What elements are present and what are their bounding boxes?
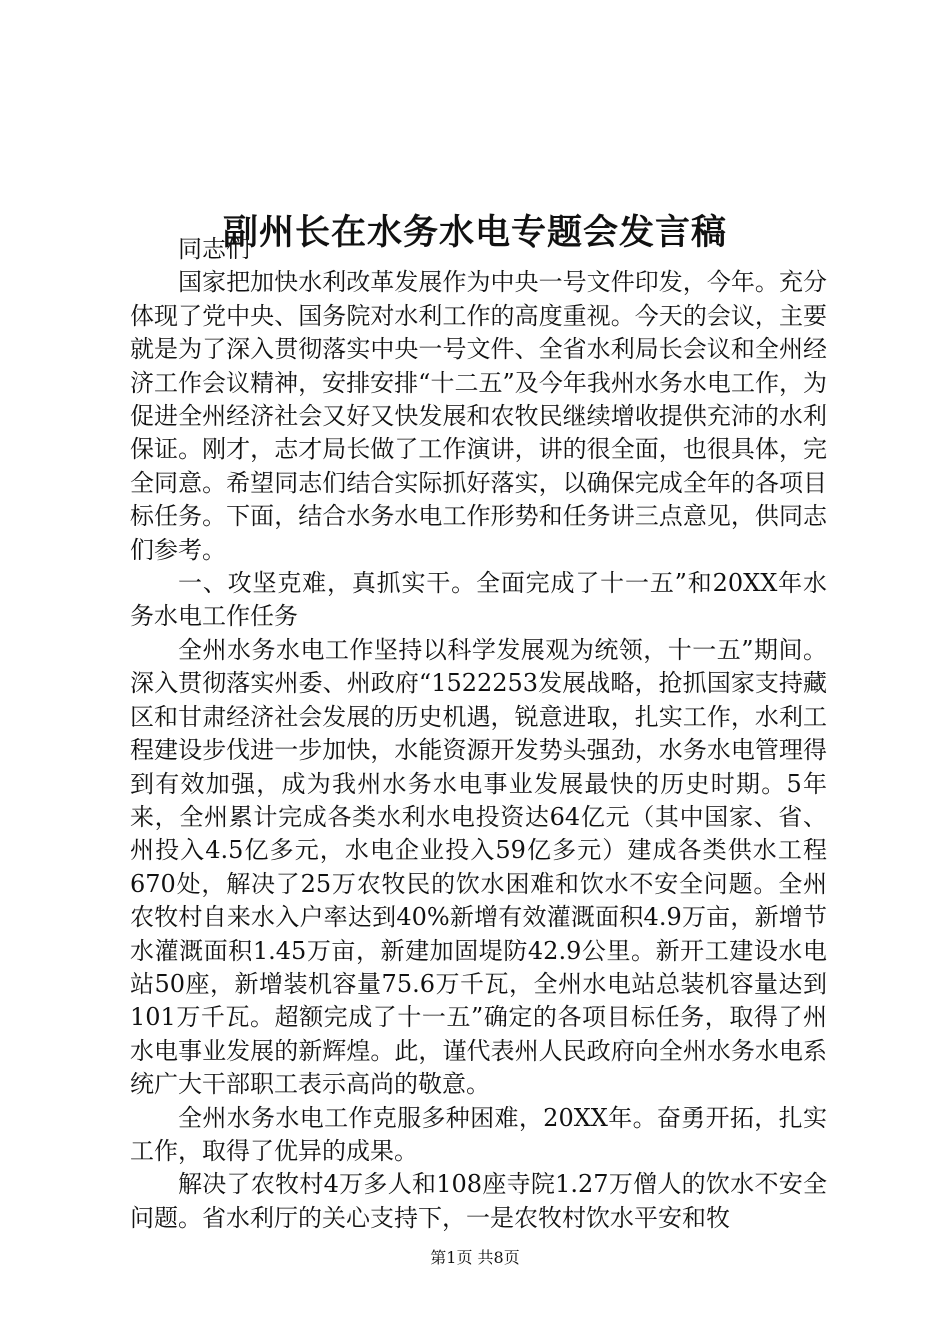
document-title: 副州长在水务水电专题会发言稿 bbox=[222, 212, 727, 254]
document-body bbox=[130, 233, 827, 1235]
body-paragraph: 全州水务水电工作坚持以科学发展观为统领，十一五”期间。深入贯彻落实州委、州政府“1522253发展战略，抢抓国家支持藏区和甘肃经济社会发展的历史机遇，锐意进取，扎实工作，水利工程建设步伐进一步加快，水能资源开发势头强劲，水务水电管理得到有效加强，成为我州水务水电事业发展最快的历史时期。5年来，全州累计完成各类水利水电投资达64亿元（其中国家、省、州投入4.5亿多元，水电企业投入59亿多元）建成各类供水工程670处，解决了25万农牧民的饮水困难和饮水不安全问题。全州农牧村自来水入户率达到40%新增有效灌溉面积4.9万亩，新增节水灌溉面积1.45万亩，新建加固堤防42.9公里。新开工建设水电站50座，新增装机容量75.6万千瓦，全州水电站总装机容量达到101万千瓦。超额完成了十一五”确定的各项目标任务，取得了州水电事业发展的新辉煌。此，谨代表州人民政府向全州水务水电系统广大干部职工表示高尚的敬意。 bbox=[130, 635, 827, 1099]
section-heading-paragraph: 一、攻坚克难，真抓实干。全面完成了十一五”和20XX年水务水电工作任务 bbox=[130, 569, 827, 631]
body-paragraph: 解决了农牧村4万多人和108座寺院1.27万僧人的饮水不安全问题。省水利厅的关心支持下，一是农牧村饮水平安和牧 bbox=[130, 1170, 827, 1232]
body-paragraph: 全州水务水电工作克服多种困难，20XX年。奋勇开拓，扎实工作，取得了优异的成果。 bbox=[130, 1103, 827, 1165]
page-number-footer: 第1页 共8页 bbox=[430, 1248, 520, 1267]
body-paragraph: 国家把加快水利改革发展作为中央一号文件印发，今年。充分体现了党中央、国务院对水利工作的高度重视。今天的会议，主要就是为了深入贯彻落实中央一号文件、全省水利局长会议和全州经济工作会议精神，安排安排“十二五”及今年我州水务水电工作，为促进全州经济社会又好又快发展和农牧民继续增收提供充沛的水利保证。刚才，志才局长做了工作演讲，讲的很全面，也很具体，完全同意。希望同志们结合实际抓好落实，以确保完成全年的各项目标任务。下面，结合水务水电工作形势和任务讲三点意见，供同志们参考。 bbox=[130, 268, 827, 564]
salutation-paragraph: 同志们 bbox=[178, 235, 250, 263]
